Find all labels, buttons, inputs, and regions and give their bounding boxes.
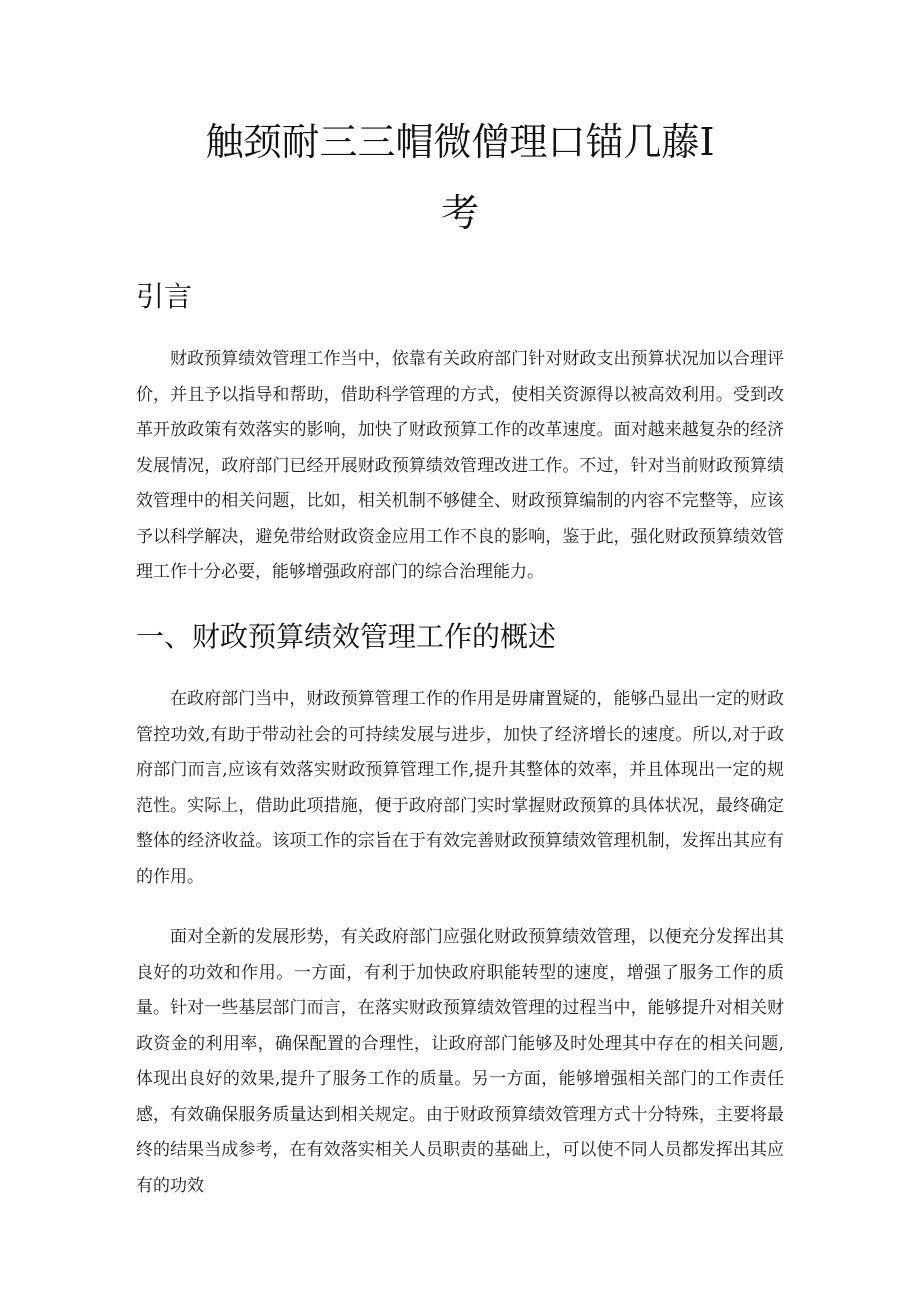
section-heading-introduction: 引言 xyxy=(136,280,193,313)
paragraph: 财政预算绩效管理工作当中，依靠有关政府部门针对财政支出预算状况加以合理评价，并且予以指导和帮助，借助科学管理的方式，使相关资源得以被高效利用。受到改革开放政策有效落实的影响，加快了财政预算工作的改革速度。面对越来越复杂的经济发展情况，政府部门已经开展财政预算绩效管理改进工作。不过，针对当前财政预算绩效管理中的相关问题，比如，相关机制不够健全、财政预算编制的内容不完整等，应该予以科学解决，避免带给财政资金应用工作不良的影响，鉴于此，强化财政预算绩效管理工作十分必要，能够增强政府部门的综合治理能力。 xyxy=(136,349,784,582)
document-title: 触颈耐三三帽微僧理口锚几藤I xyxy=(205,120,715,164)
paragraph: 在政府部门当中，财政预算管理工作的作用是毋庸置疑的，能够凸显出一定的财政管控功效,有助于带动社会的可持续发展与进步，加快了经济增长的速度。所以,对于政府部门而言,应该有效落实财政预算管理工作,提升其整体的效率，并且体现出一定的规范性。实际上，借助此项措施，便于政府部门实时掌握财政预算的具体状况，最终确定整体的经济收益。该项工作的宗旨在于有效完善财政预算绩效管理机制，发挥出其应有的作用。 xyxy=(136,689,784,887)
document-title-continued: 考 xyxy=(440,191,479,235)
section-heading-overview: 一、财政预算绩效管理工作的概述 xyxy=(136,620,557,653)
paragraph: 面对全新的发展形势，有关政府部门应强化财政预算绩效管理，以便充分发挥出其良好的功效和作用。一方面，有利于加快政府职能转型的速度，增强了服务工作的质量。针对一些基层部门而言，在落实财政预算绩效管理的过程当中，能够提升对相关财政资金的利用率，确保配置的合理性，让政府部门能够及时处理其中存在的相关问题,体现出良好的效果,提升了服务工作的质量。另一方面，能够增强相关部门的工作责任感，有效确保服务质量达到相关规定。由于财政预算绩效管理方式十分特殊，主要将最终的结果当成参考，在有效落实相关人员职责的基础上，可以使不同人员都发挥出其应有的功效 xyxy=(136,927,784,1196)
